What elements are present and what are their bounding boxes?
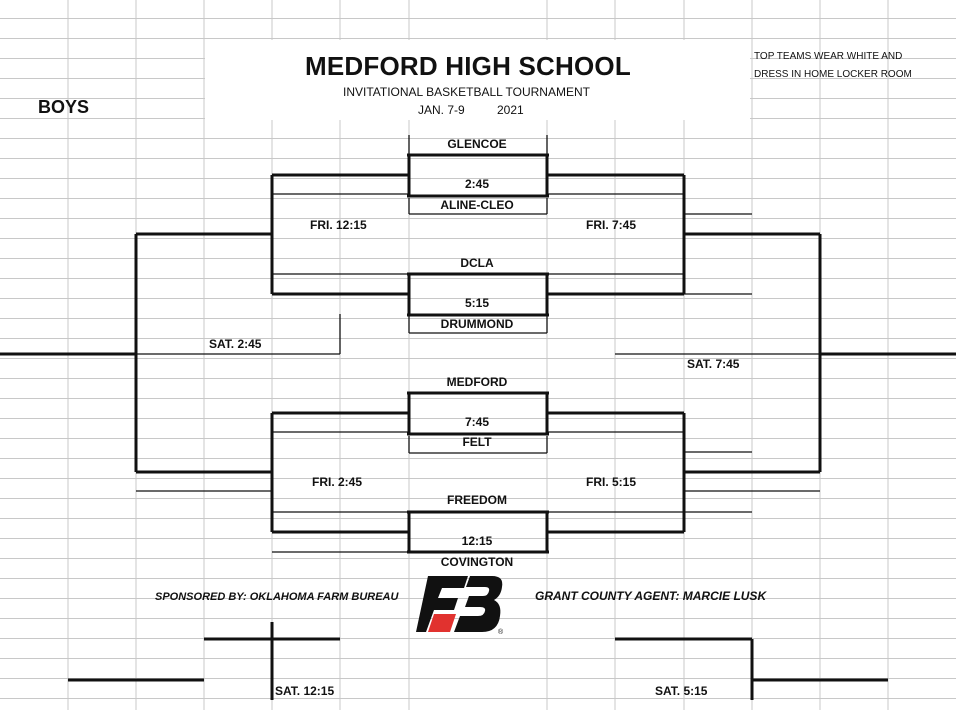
sat-1215-label: SAT. 12:15	[275, 684, 335, 698]
team-aline-cleo: ALINE-CLEO	[440, 198, 514, 212]
team-drummond: DRUMMOND	[440, 317, 514, 331]
county-agent-text: GRANT COUNTY AGENT: MARCIE LUSK	[535, 589, 767, 603]
fri-745-label: FRI. 7:45	[586, 218, 637, 232]
sat-245-label: SAT. 2:45	[209, 337, 262, 351]
fri-1215-label: FRI. 12:15	[310, 218, 367, 232]
sponsor-text: SPONSORED BY: OKLAHOMA FARM BUREAU	[155, 591, 399, 603]
fri-245-label: FRI. 2:45	[312, 475, 363, 489]
team-felt: FELT	[462, 435, 492, 449]
farm-bureau-logo	[416, 574, 508, 636]
tournament-year: 2021	[497, 103, 524, 117]
sat-745-label: SAT. 7:45	[687, 357, 740, 371]
team-covington: COVINGTON	[440, 555, 514, 569]
tournament-dates: JAN. 7-9	[418, 103, 465, 117]
note-line-1: TOP TEAMS WEAR WHITE AND	[754, 51, 903, 62]
team-freedom: FREEDOM	[447, 493, 507, 507]
team-glencoe: GLENCOE	[447, 137, 507, 151]
team-dcla: DCLA	[460, 256, 494, 270]
game-3-time: 7:45	[464, 415, 490, 429]
game-1-time: 2:45	[464, 177, 490, 191]
fri-515-label: FRI. 5:15	[586, 475, 637, 489]
sat-515-label: SAT. 5:15	[655, 684, 708, 698]
note-line-2: DRESS IN HOME LOCKER ROOM	[754, 69, 912, 80]
logo-red-shape	[428, 614, 456, 632]
school-title: MEDFORD HIGH SCHOOL	[305, 51, 631, 81]
game-2-time: 5:15	[464, 296, 490, 310]
game-4-time: 12:15	[461, 534, 493, 548]
event-title: INVITATIONAL BASKETBALL TOURNAMENT	[343, 85, 590, 99]
team-medford: MEDFORD	[446, 375, 508, 389]
logo-registered-mark: ®	[498, 629, 504, 636]
division-label: BOYS	[38, 97, 90, 117]
